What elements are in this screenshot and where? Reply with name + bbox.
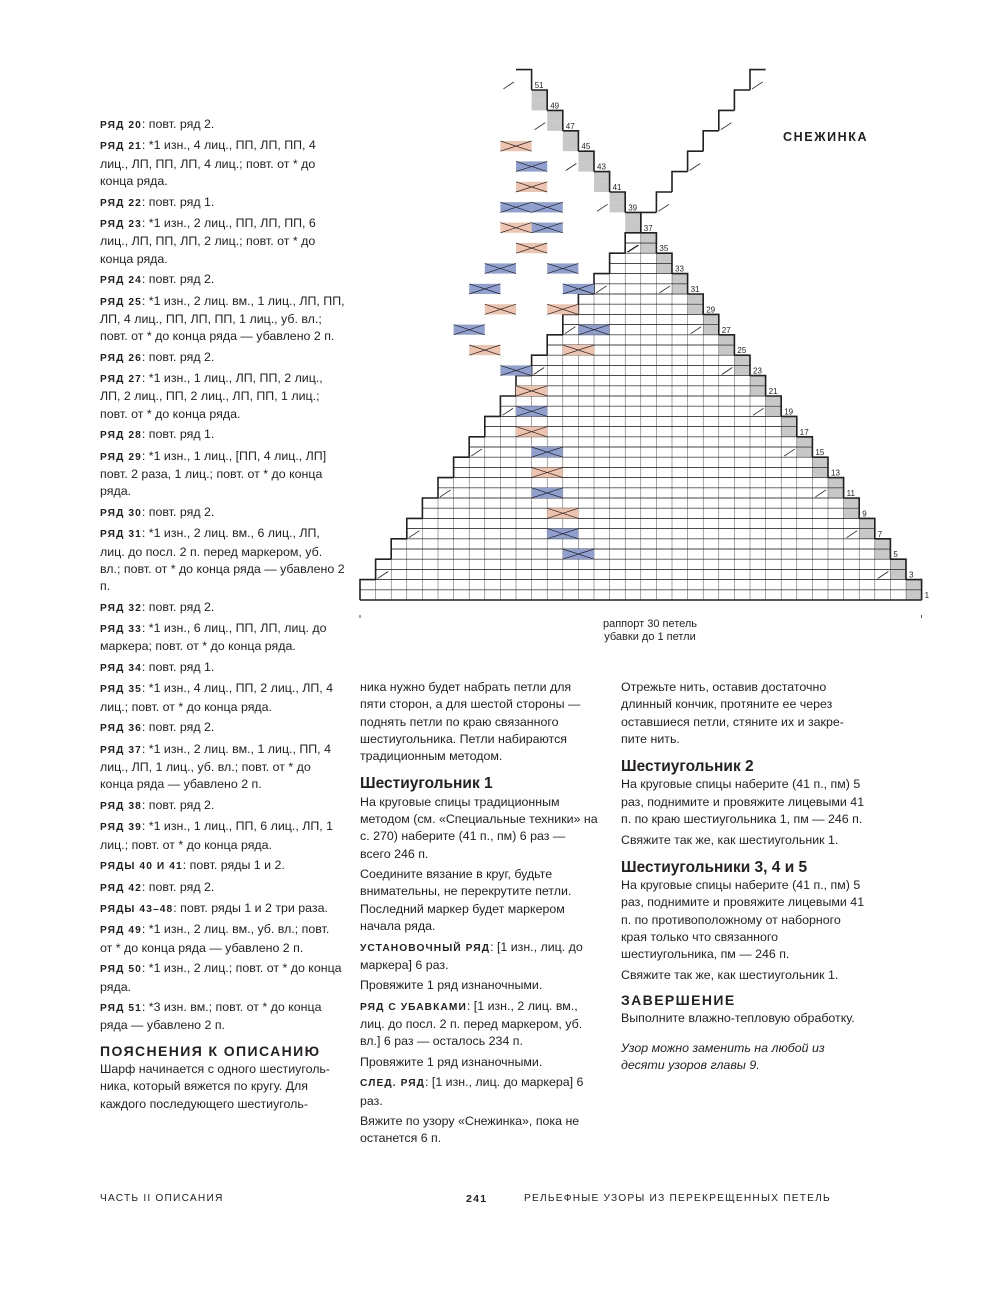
row-instruction [100,741,345,794]
row-text: : повт. ряд 2. [141,349,215,364]
row-text: : *1 изн., 4 лиц., ПП, ЛП, ПП, 4 лиц., ЛП, ПП, ЛП, 4 лиц.; повт. от * до конца ряда. [100,138,316,189]
right-para-1: Отрежьте нить, оставив достаточно длинный кончик, протяните ее через оставшиеся петли, стяните их и закрепите нить. [621,680,844,746]
gray-cell [844,508,860,518]
gray-cell [734,365,750,375]
grid-cols [422,529,859,539]
gray-cell [594,172,610,182]
dec-mark-right [815,490,826,497]
row-number: 5 [893,550,898,560]
italic-note: Узор можно заменить на любой из десяти узоров главы 9. [621,1040,825,1073]
mid-para-1: ника нужно будет набрать петли для пяти сторон, а для шестой стороны — поднять петли по краю связанного шестиугольника. Петли набираются традиционным методом. [360,680,581,764]
row-number: 13 [831,468,840,478]
finish-heading: ЗАВЕРШЕНИЕ [621,992,736,1009]
row-instruction [100,525,345,595]
row-number: 35 [659,244,669,254]
dec-mark-left [721,123,732,130]
gray-cell [547,110,563,120]
dec-row-text: : [1 изн., 2 лиц. вм., лиц. до посл. 2 п. перед маркером, уб. вл.] 6 раз — осталось 234 п. [360,998,583,1049]
row-instruction [100,349,345,367]
dec-mark-left [752,82,763,89]
row-instruction [100,448,345,501]
gray-cell [906,590,922,600]
gray-cell [890,559,906,569]
row-instruction [100,194,345,212]
gray-cell [890,569,906,579]
row-instruction [100,719,345,737]
grid-cols [516,406,766,416]
gray-cell [828,488,844,498]
row-instruction [100,137,345,190]
repeat-note: раппорт 30 петель [602,618,698,630]
hex1-text-1: На круговые спицы традиционным методом (см. «Специальные техники» на с. 270) наберите (41 п., пм) 6 раз — всего 246 п. [360,794,598,861]
row-text: : повт. ряд 2. [141,797,215,812]
grid-cols [485,437,797,447]
row-text: : *1 изн., 2 лиц., ПП, ЛП, ПП, 6 лиц., ЛП, ПП, ЛП, 2 лиц.; повт. от * до конца ряда. [100,216,316,266]
grid-cols [547,355,734,365]
row-number: 45 [581,142,591,152]
grid-cols [391,569,890,579]
gray-cell [781,416,797,426]
gray-cell [610,202,626,212]
row-text: : *1 изн., 2 лиц. вм., 1 лиц., ПП, 4 лиц., ЛП, 1 лиц., уб. вл.; повт. от * до конца ряда — убавлено 2 п. [100,741,331,792]
row-label: РЯД 36 [100,723,142,735]
row-instruction [100,659,345,677]
row-number: 43 [597,162,606,172]
gray-cell [656,263,672,273]
row-instruction [100,797,345,815]
setup-row-text: : [1 изн., лиц. до маркера] 6 раз. [360,939,583,972]
gray-cell [578,151,594,161]
grid-cols [485,447,797,457]
grid-cols [625,253,656,263]
row-text: : *1 изн., 4 лиц., ПП, 2 лиц., ЛП, 4 лиц.; повт. от * до конца ряда. [100,681,334,714]
hex2-heading: Шестиугольник 2 [621,758,754,776]
grid-cols [532,376,750,386]
dec-mark-right [878,572,889,579]
dec-mark-left [690,164,701,171]
row-instructions [100,116,345,1035]
gray-cell [688,304,704,314]
row-text: : повт. ряд 2. [141,117,215,131]
dec-mark-right [847,531,858,538]
gray-cell [750,386,766,396]
row-instruction [100,879,345,897]
row-number: 37 [643,223,653,233]
grid-cols [532,386,750,396]
dec-mark-right [722,368,733,375]
row-instruction [100,599,345,617]
dec-mark-right [691,327,702,334]
dec-mark-left [627,245,638,252]
row-instruction [100,900,345,918]
hex1-heading: Шестиугольник 1 [360,775,493,793]
gray-cell [703,314,719,324]
row-text: : *1 изн., 1 лиц., ЛП, ПП, 2 лиц., ЛП, 2 лиц., ПП, 2 лиц., ЛП, ПП, 1 лиц.; повт. от * до конца ряда. [100,371,323,421]
gray-cell [875,549,891,559]
row-number: 49 [550,101,560,111]
gray-cell [625,212,641,222]
row-number: 21 [768,387,778,396]
row-number: 3 [909,570,914,580]
grid-cols [594,304,688,314]
gray-cell [875,539,891,549]
dec-mark-right [503,82,514,89]
page-number: 241 [466,1193,488,1205]
left-column [100,116,345,1116]
gray-cell [563,131,579,141]
grid-cols [500,416,781,426]
grid-cols [376,580,906,590]
row-number: 17 [799,427,809,437]
dec-mark-right [753,408,764,415]
row-number: 19 [784,407,794,417]
row-number: 1 [924,591,930,600]
row-text: : повт. ряд 2. [141,599,215,614]
grid-cols [610,274,672,284]
row-instruction [100,504,345,522]
gray-cell [563,141,579,151]
gray-cell [719,345,735,355]
grid-cols [438,498,844,508]
row-instruction [100,271,345,289]
gray-cell [797,437,813,447]
row-text: : *1 изн., 1 лиц., [ПП, 4 лиц., ЛП] повт. 2 раза, 1 лиц.; повт. от * до конца ряда. [100,448,327,499]
grid-cols [594,294,688,304]
dec-mark-left [658,204,669,211]
row-text: : *1 изн., 1 лиц., ПП, 6 лиц., ЛП, 1 лиц.; повт. от * до конца ряда. [100,819,334,852]
row-label: РЯД 31 [100,529,142,541]
gray-cell [532,100,548,110]
row-text: : повт. ряд 2. [141,504,215,519]
gray-cell [828,478,844,488]
row-label: РЯД 26 [100,352,142,364]
row-label: РЯДЫ 43–48 [100,904,174,915]
gray-cell [859,529,875,539]
gray-cell [656,253,672,263]
row-label: РЯДЫ 40 И 41 [100,861,183,873]
setup-row-label: УСТАНОВОЧНЫЙ РЯД [360,942,491,954]
gray-cell [734,355,750,365]
row-number: 11 [846,489,855,498]
row-instruction [100,370,345,423]
row-number: 25 [737,346,747,356]
right-column [621,679,865,1078]
row-number: 51 [534,81,544,90]
row-instruction [100,921,345,957]
dec-row [360,998,598,1051]
row-label: РЯД 20 [100,120,142,131]
gray-cell [812,457,828,467]
gray-cell [906,580,922,590]
row-label: РЯД 34 [100,662,142,674]
gray-cell [532,90,548,100]
row-instruction [100,999,345,1035]
dec-mark-right [566,164,577,171]
row-number: 33 [675,264,684,274]
finish-text: Выполните влажно-тепловую обработку. [621,1011,855,1026]
gray-cell [547,121,563,131]
grid-cols [563,335,719,345]
setup-row [360,939,598,975]
grid-cols [438,508,844,518]
gray-cell [859,518,875,528]
gray-cell [703,325,719,335]
row-number: 7 [877,529,883,539]
dec-mark-right [597,204,608,211]
footer-part: ЧАСТЬ II ОПИСАНИЯ [100,1193,224,1204]
row-instruction [100,293,345,346]
row-text: : *1 изн., 2 лиц. вм., уб. вл.; повт. от * до конца ряда — убавлено 2 п. [100,922,330,955]
row-label: РЯД 37 [100,744,142,756]
row-label: РЯД 22 [100,197,142,209]
dec-mark-left [502,408,513,415]
row-instruction [100,680,345,716]
grid-cols [454,488,828,498]
notes-text: Шарф начинается с одного шестиугольника, который вяжется по кругу. Для каждого последующего шестиуголь- [100,1061,331,1111]
row-number: 27 [721,325,731,335]
row-instruction [100,426,345,444]
row-instruction [100,620,345,656]
dec-mark-left [565,327,576,334]
row-label: РЯД 28 [100,430,142,442]
hex1-text-2: Соедините вязание в круг, будьте внимательны, не перекрутите петли. Последний маркер будет маркером начала ряда. [360,867,572,934]
row-label: РЯД 32 [100,602,142,614]
row-text: : повт. ряд 2. [141,879,215,894]
dec-mark-left [596,286,607,293]
gray-cell [594,182,610,192]
gray-cell [844,498,860,508]
final-text: Вяжите по узору «Снежинка», пока не останется 6 п. [360,1114,580,1146]
grid-cols [578,314,703,324]
gray-cell [766,406,782,416]
row-text: : повт. ряд 2. [141,272,215,287]
row-text: : повт. ряды 1 и 2. [182,858,285,873]
hex345-text-2: Свяжите так же, как шестиугольник 1. [621,967,839,982]
dec-mark-right [784,449,795,456]
gray-cell [719,335,735,345]
purl-text-1: Провяжите 1 ряд изнаночными. [360,978,543,993]
row-label: РЯД 50 [100,964,142,976]
row-text: : повт. ряд 1. [141,427,215,442]
grid-cols [376,590,906,600]
grid-cols [516,396,766,406]
gray-cell [812,467,828,477]
gray-cell [781,427,797,437]
grid-cols [407,539,875,549]
next-row-text: : [1 изн., лиц. до маркера] 6 раз. [360,1075,584,1108]
row-label: РЯД 25 [100,296,142,308]
dec-note: убавки до 1 петли [604,631,696,643]
row-text: : *1 изн., 2 лиц. вм., 1 лиц., ЛП, ПП, ЛП, 4 лиц., ПП, ЛП, ПП, 1 лиц., уб. вл.; повт. от * до конца ряда — убавлено 2 п. [100,293,345,344]
dec-mark-left [471,449,482,456]
row-number: 47 [565,121,575,131]
row-text: : повт. ряд 1. [141,659,215,674]
row-number: 29 [706,305,716,315]
gray-cell [672,274,688,284]
gray-cell [750,376,766,386]
chart-title: СНЕЖИНКА [783,130,869,144]
grid-cols [407,549,875,559]
row-number: 9 [862,509,867,519]
gray-cell [641,233,657,243]
next-row-label: СЛЕД. РЯД [360,1078,425,1090]
row-label: РЯД 38 [100,800,142,812]
row-number: 23 [753,366,762,376]
knitting-chart [355,58,975,618]
row-label: РЯД 35 [100,684,142,696]
next-row [360,1074,598,1110]
row-number: 39 [628,203,638,213]
grid-cols [625,263,656,273]
grid-cols [547,365,734,375]
grid-cols [391,559,890,569]
hex2-text-1: На круговые спицы наберите (41 п., пм) 5 раз, поднимите и провяжите лицевыми 41 п. по краю шестиугольника 1, пм — 246 п. [621,777,865,827]
footer-title: РЕЛЬЕФНЫЕ УЗОРЫ ИЗ ПЕРЕКРЕЩЕННЫХ ПЕТЕЛЬ [524,1193,831,1204]
grid-cols [610,284,672,294]
purl-text-2: Провяжите 1 ряд изнаночными. [360,1054,543,1069]
grid-cols [469,467,812,477]
gray-cell [610,192,626,202]
row-label: РЯД 33 [100,624,142,636]
gray-cell [625,223,641,233]
row-label: РЯД 24 [100,275,142,287]
dec-mark-right [535,123,546,130]
row-text: : *3 изн. вм.; повт. от * до конца ряда — убавлено 2 п. [100,1000,322,1033]
middle-column [360,679,598,1151]
row-text: : повт. ряд 2. [141,720,215,735]
row-number: 31 [690,285,700,294]
row-label: РЯД 21 [100,141,142,153]
row-instruction [100,116,345,134]
row-text: : *1 изн., 2 лиц.; повт. от * до конца ряда. [100,961,342,994]
dec-row-label: РЯД С УБАВКАМИ [360,1001,467,1013]
row-text: : повт. ряды 1 и 2 три раза. [173,901,328,915]
row-label: РЯД 49 [100,925,142,937]
dec-mark-left [378,572,389,579]
hex345-text-1: На круговые спицы наберите (41 п., пм) 5 раз, поднимите и провяжите лицевыми 41 п. по противоположному от наборного края только что связанного шестиугольника, пм — 246 п. [621,878,865,962]
row-label: РЯД 27 [100,374,142,386]
row-instruction [100,818,345,854]
dec-mark-right [659,286,670,293]
hex2-text-2: Свяжите так же, как шестиугольник 1. [621,832,839,847]
gray-cell [672,284,688,294]
grid-cols [469,457,812,467]
row-text: : *1 изн., 6 лиц., ПП, ЛП, лиц. до маркера; повт. от * до конца ряда. [100,621,327,654]
row-number: 41 [612,183,622,192]
row-label: РЯД 30 [100,507,142,519]
dec-mark-right [628,245,639,252]
row-text: : *1 изн., 2 лиц. вм., 6 лиц., ЛП, лиц. до посл. 2 п. перед маркером, уб. вл.; повт. от * до конца ряда — убавлено 2 п. [100,526,345,594]
row-number: 15 [815,448,825,458]
gray-cell [578,161,594,171]
notes-heading: ПОЯСНЕНИЯ К ОПИСАНИЮ [100,1042,321,1059]
dec-mark-left [534,368,545,375]
gray-cell [641,243,657,253]
gray-cell [797,447,813,457]
row-instruction [100,960,345,996]
hex345-heading: Шестиугольники 3, 4 и 5 [621,858,808,876]
row-label: РЯД 29 [100,451,142,463]
grid-cols [454,478,828,488]
row-instruction [100,215,345,268]
row-label: РЯД 51 [100,1003,142,1015]
dec-mark-left [440,490,451,497]
row-label: РЯД 39 [100,822,142,834]
grid-cols [422,518,859,528]
row-label: РЯД 42 [100,882,142,894]
row-text: : повт. ряд 1. [141,194,215,209]
gray-cell [688,294,704,304]
dec-mark-left [409,531,420,538]
row-label: РЯД 23 [100,219,142,231]
gray-cell [766,396,782,406]
row-instruction [100,857,345,875]
